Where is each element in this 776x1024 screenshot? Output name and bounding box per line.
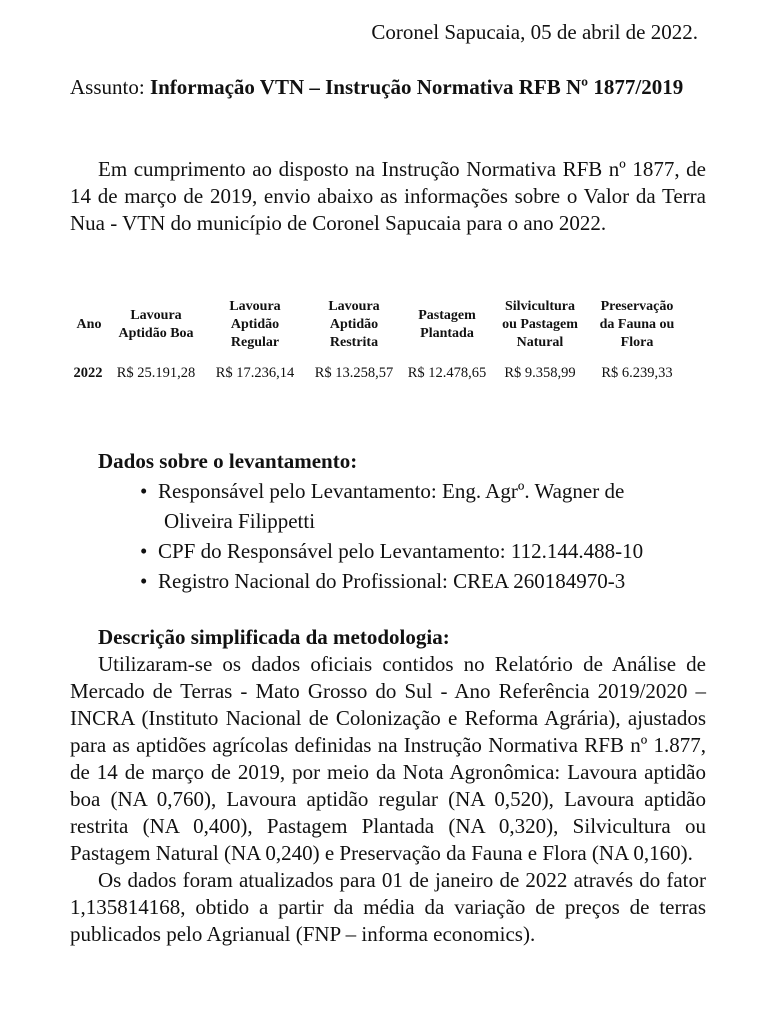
methodology-paragraph-1: Utilizaram-se os dados oficiais contidos no Relatório de Análise de Mercado de Terras - Mato Grosso do Sul - Ano Referência 2019/2020 – INCRA (Instituto Nacional de Colonização e Reforma Agrária), ajustados para as aptidões agrícolas definidas na Instrução Normativa RFB nº 1.877, de 14 de março de 2019, por meio da Nota Agronômica: Lavoura aptidão boa (NA 0,760), Lavoura aptidão regular (NA 0,520), Lavoura aptidão restrita (NA 0,400), Pastagem Plantada (NA 0,320), Silvicultura ou Pastagem Natural (NA 0,240) e Preservação da Fauna e Flora (NA 0,160). [70, 652, 706, 865]
survey-list [140, 476, 720, 596]
subject-line [70, 74, 710, 101]
cell-pastagem: R$ 12.478,65 [407, 365, 487, 381]
header-ano: Ano [76, 317, 102, 332]
subject-label: Assunto: [70, 75, 145, 99]
bullet-icon: • [140, 539, 148, 563]
cell-silvicultura: R$ 9.358,99 [504, 365, 576, 381]
header-preservacao: Preservação da Fauna ou Flora [599, 299, 675, 350]
survey-heading: Dados sobre o levantamento: [98, 449, 358, 473]
bullet-icon: • [140, 479, 148, 503]
methodology-body [70, 651, 706, 948]
survey-responsible: Responsável pelo Levantamento: Eng. Agrº. Wagner de [158, 479, 625, 503]
vtn-table [70, 296, 686, 382]
document-date: Coronel Sapucaia, 05 de abril de 2022. [371, 20, 698, 44]
table-row [70, 354, 686, 382]
cell-lavoura-boa: R$ 25.191,28 [116, 365, 196, 381]
survey-responsible-cont: Oliveira Filippetti [164, 509, 316, 533]
header-silvicultura: Silvicultura ou Pastagem Natural [502, 299, 578, 350]
survey-cpf: CPF do Responsável pelo Levantamento: 112.144.488-10 [158, 539, 644, 563]
cell-ano: 2022 [73, 365, 103, 381]
table-header-row [70, 296, 686, 354]
bullet-icon: • [140, 569, 148, 593]
list-item [140, 476, 720, 536]
header-lavoura-restrita: Lavoura Aptidão Restrita [328, 299, 380, 350]
header-lavoura-regular: Lavoura Aptidão Regular [229, 299, 281, 350]
list-item [140, 536, 720, 566]
cell-preservacao: R$ 6.239,33 [601, 365, 673, 381]
intro-paragraph: Em cumprimento ao disposto na Instrução Normativa RFB nº 1877, de 14 de março de 2019, envio abaixo as informações sobre o Valor da Terra Nua - VTN do município de Coronel Sapucaia para o ano 2022. [70, 157, 706, 235]
methodology-paragraph-2: Os dados foram atualizados para 01 de janeiro de 2022 através do fator 1,135814168, obtido a partir da média da variação de preços de terras publicados pelo Agrianual (FNP – informa economics). [70, 868, 706, 946]
list-item [140, 566, 720, 596]
header-pastagem: Pastagem Plantada [418, 308, 476, 341]
cell-lavoura-restrita: R$ 13.258,57 [314, 365, 394, 381]
methodology-heading: Descrição simplificada da metodologia: [98, 625, 450, 649]
survey-crea: Registro Nacional do Profissional: CREA 260184970-3 [158, 569, 626, 593]
subject-title: Informação VTN – Instrução Normativa RFB Nº 1877/2019 [149, 75, 684, 99]
header-lavoura-boa: Lavoura Aptidão Boa [118, 308, 194, 341]
cell-lavoura-regular: R$ 17.236,14 [215, 365, 295, 381]
